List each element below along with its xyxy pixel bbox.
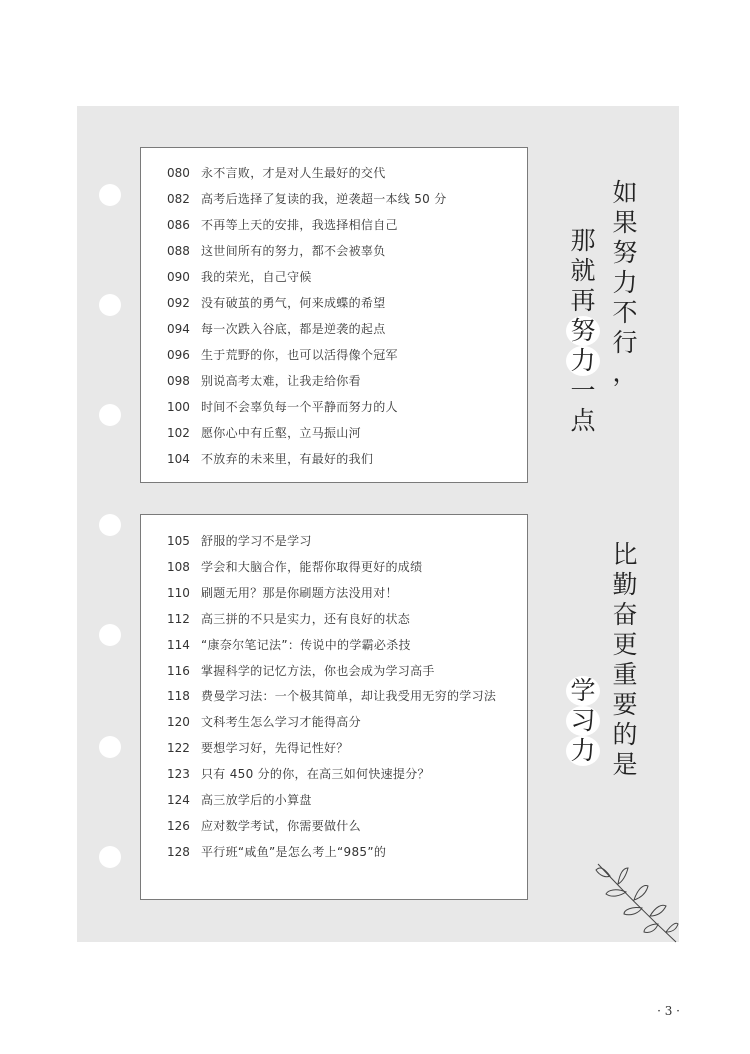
slogan-1-column-2 bbox=[566, 226, 600, 436]
binder-hole bbox=[99, 514, 121, 536]
toc-entry[interactable] bbox=[167, 451, 373, 467]
toc-entry[interactable] bbox=[167, 533, 312, 549]
toc-entry[interactable] bbox=[167, 269, 312, 285]
toc-page-number: 128 bbox=[167, 844, 190, 859]
toc-entry-title: 高三拼的不只是实力，还有良好的状态 bbox=[201, 611, 411, 626]
slogan-character: 更 bbox=[612, 630, 638, 659]
toc-page-number: 102 bbox=[167, 426, 190, 440]
toc-page-number: 108 bbox=[167, 559, 190, 574]
slogan-character: 力 bbox=[612, 268, 638, 297]
toc-entry-title: 要想学习好，先得记性好？ bbox=[201, 741, 349, 756]
toc-page-number: 120 bbox=[167, 715, 190, 730]
toc-entry-title: 文科考生怎么学习才能得高分 bbox=[201, 715, 361, 730]
slogan-character: 果 bbox=[612, 208, 638, 237]
toc-entry[interactable] bbox=[167, 611, 410, 627]
toc-page-number: 122 bbox=[167, 741, 190, 756]
slogan-character: 要 bbox=[612, 690, 638, 719]
slogan-character: 是 bbox=[612, 750, 638, 779]
toc-entry[interactable] bbox=[167, 740, 349, 756]
toc-entry-title: 时间不会辜负每一个平静而努力的人 bbox=[201, 400, 398, 414]
slogan-character: 奋 bbox=[612, 600, 638, 629]
leaf-branch-decoration bbox=[594, 862, 680, 946]
toc-entry-title: 刷题无用？那是你刷题方法没用对！ bbox=[201, 585, 398, 600]
binder-hole bbox=[99, 736, 121, 758]
binder-hole bbox=[99, 846, 121, 868]
page-number: · 3 · bbox=[657, 1004, 680, 1018]
toc-entry-title: 愿你心中有丘壑，立马振山河 bbox=[201, 426, 361, 440]
toc-page-number: 104 bbox=[167, 452, 190, 466]
toc-section-2 bbox=[140, 514, 528, 900]
slogan-character: 如 bbox=[612, 178, 638, 207]
toc-page-number: 096 bbox=[167, 348, 190, 362]
toc-entry-title: 掌握科学的记忆方法，你也会成为学习高手 bbox=[201, 663, 435, 678]
toc-entry[interactable] bbox=[167, 844, 386, 860]
slogan-character: 点 bbox=[570, 406, 596, 435]
toc-entry[interactable] bbox=[167, 585, 398, 601]
toc-entry-title: 平行班“咸鱼”是怎么考上“985”的 bbox=[201, 844, 387, 859]
toc-entry-title: 不再等上天的安排，我选择相信自己 bbox=[201, 218, 398, 232]
toc-entry[interactable] bbox=[167, 243, 386, 259]
slogan-character: 就 bbox=[570, 256, 596, 285]
binder-hole bbox=[99, 184, 121, 206]
toc-entry-title: 别说高考太难，让我走给你看 bbox=[201, 374, 361, 388]
binder-hole bbox=[99, 294, 121, 316]
toc-entry-title: 每一次跌入谷底，都是逆袭的起点 bbox=[201, 322, 386, 336]
binder-hole bbox=[99, 404, 121, 426]
slogan-1-column-1 bbox=[608, 178, 642, 388]
toc-entry[interactable] bbox=[167, 165, 386, 181]
toc-page-number: 116 bbox=[167, 663, 190, 678]
toc-page-number: 110 bbox=[167, 585, 190, 600]
toc-page-number: 123 bbox=[167, 767, 190, 782]
toc-entry-title: 这世间所有的努力，都不会被辜负 bbox=[201, 244, 386, 258]
slogan-character: 习 bbox=[566, 706, 600, 736]
toc-entry[interactable] bbox=[167, 295, 386, 311]
slogan-character: 勤 bbox=[612, 570, 638, 599]
toc-page-number: 098 bbox=[167, 374, 190, 388]
toc-page-number: 126 bbox=[167, 818, 190, 833]
toc-page-number: 100 bbox=[167, 400, 190, 414]
slogan-character: 比 bbox=[612, 540, 638, 569]
toc-entry-title: 没有破茧的勇气，何来成蝶的希望 bbox=[201, 296, 386, 310]
toc-entry-title: 应对数学考试，你需要做什么 bbox=[201, 818, 361, 833]
toc-entry-title: 舒服的学习不是学习 bbox=[201, 534, 312, 548]
toc-entry-title: 只有 450 分的你，在高三如何快速提分？ bbox=[201, 767, 430, 782]
toc-page-number: 105 bbox=[167, 534, 190, 548]
toc-entry[interactable] bbox=[167, 425, 361, 441]
toc-page-number: 082 bbox=[167, 192, 190, 206]
toc-entry[interactable] bbox=[167, 663, 435, 679]
toc-page-number: 080 bbox=[167, 166, 190, 180]
slogan-character: 力 bbox=[566, 736, 600, 766]
toc-page-number: 090 bbox=[167, 270, 190, 284]
slogan-character: 努 bbox=[612, 238, 638, 267]
toc-entry-title: 学会和大脑合作，能帮你取得更好的成绩 bbox=[201, 559, 423, 574]
toc-section-1 bbox=[140, 147, 528, 483]
slogan-character: 再 bbox=[570, 286, 596, 315]
toc-entry[interactable] bbox=[167, 191, 447, 207]
toc-page-number: 092 bbox=[167, 296, 190, 310]
toc-page-number: 088 bbox=[167, 244, 190, 258]
toc-entry-title: 我的荣光，自己守候 bbox=[201, 270, 312, 284]
slogan-character: ， bbox=[612, 358, 638, 387]
slogan-character: 力 bbox=[566, 346, 600, 376]
binder-hole bbox=[99, 624, 121, 646]
slogan-character: 的 bbox=[612, 720, 638, 749]
toc-page-number: 094 bbox=[167, 322, 190, 336]
toc-entry-title: 高三放学后的小算盘 bbox=[201, 793, 312, 807]
toc-page-number: 086 bbox=[167, 218, 190, 232]
toc-entry[interactable] bbox=[167, 818, 361, 834]
toc-entry-title: 费曼学习法：一个极其简单，却让我受用无穷的学习法 bbox=[201, 689, 497, 704]
toc-entry[interactable] bbox=[167, 766, 430, 782]
slogan-character: 那 bbox=[570, 226, 596, 255]
slogan-character: 行 bbox=[612, 328, 638, 357]
toc-entry-title: “康奈尔笔记法”：传说中的学霸必杀技 bbox=[201, 637, 411, 652]
slogan-2-column-1 bbox=[608, 540, 642, 780]
toc-entry-title: 不放弃的未来里，有最好的我们 bbox=[201, 452, 374, 466]
slogan-character: 重 bbox=[612, 660, 638, 689]
slogan-2-column-2 bbox=[566, 676, 600, 766]
toc-entry[interactable] bbox=[167, 321, 386, 337]
toc-entry[interactable] bbox=[167, 559, 422, 575]
toc-page-number: 114 bbox=[167, 637, 190, 652]
toc-page-number: 112 bbox=[167, 611, 190, 626]
toc-entry-title: 生于荒野的你，也可以活得像个冠军 bbox=[201, 348, 398, 362]
slogan-character: 一 bbox=[570, 376, 596, 405]
toc-entry[interactable] bbox=[167, 399, 398, 415]
slogan-character: 学 bbox=[566, 676, 600, 706]
toc-entry-title: 高考后选择了复读的我，逆袭超一本线 50 分 bbox=[201, 192, 447, 206]
toc-entry[interactable] bbox=[167, 688, 496, 704]
toc-entry[interactable] bbox=[167, 792, 312, 808]
toc-page-number: 124 bbox=[167, 793, 190, 807]
toc-page-number: 118 bbox=[167, 689, 190, 704]
toc-entry[interactable] bbox=[167, 217, 398, 233]
toc-entry-title: 永不言败，才是对人生最好的交代 bbox=[201, 166, 386, 180]
toc-entry[interactable] bbox=[167, 347, 398, 363]
toc-entry[interactable] bbox=[167, 637, 411, 653]
slogan-character: 不 bbox=[612, 298, 638, 327]
toc-entry[interactable] bbox=[167, 714, 361, 730]
toc-entry[interactable] bbox=[167, 373, 361, 389]
slogan-character: 努 bbox=[566, 316, 600, 346]
